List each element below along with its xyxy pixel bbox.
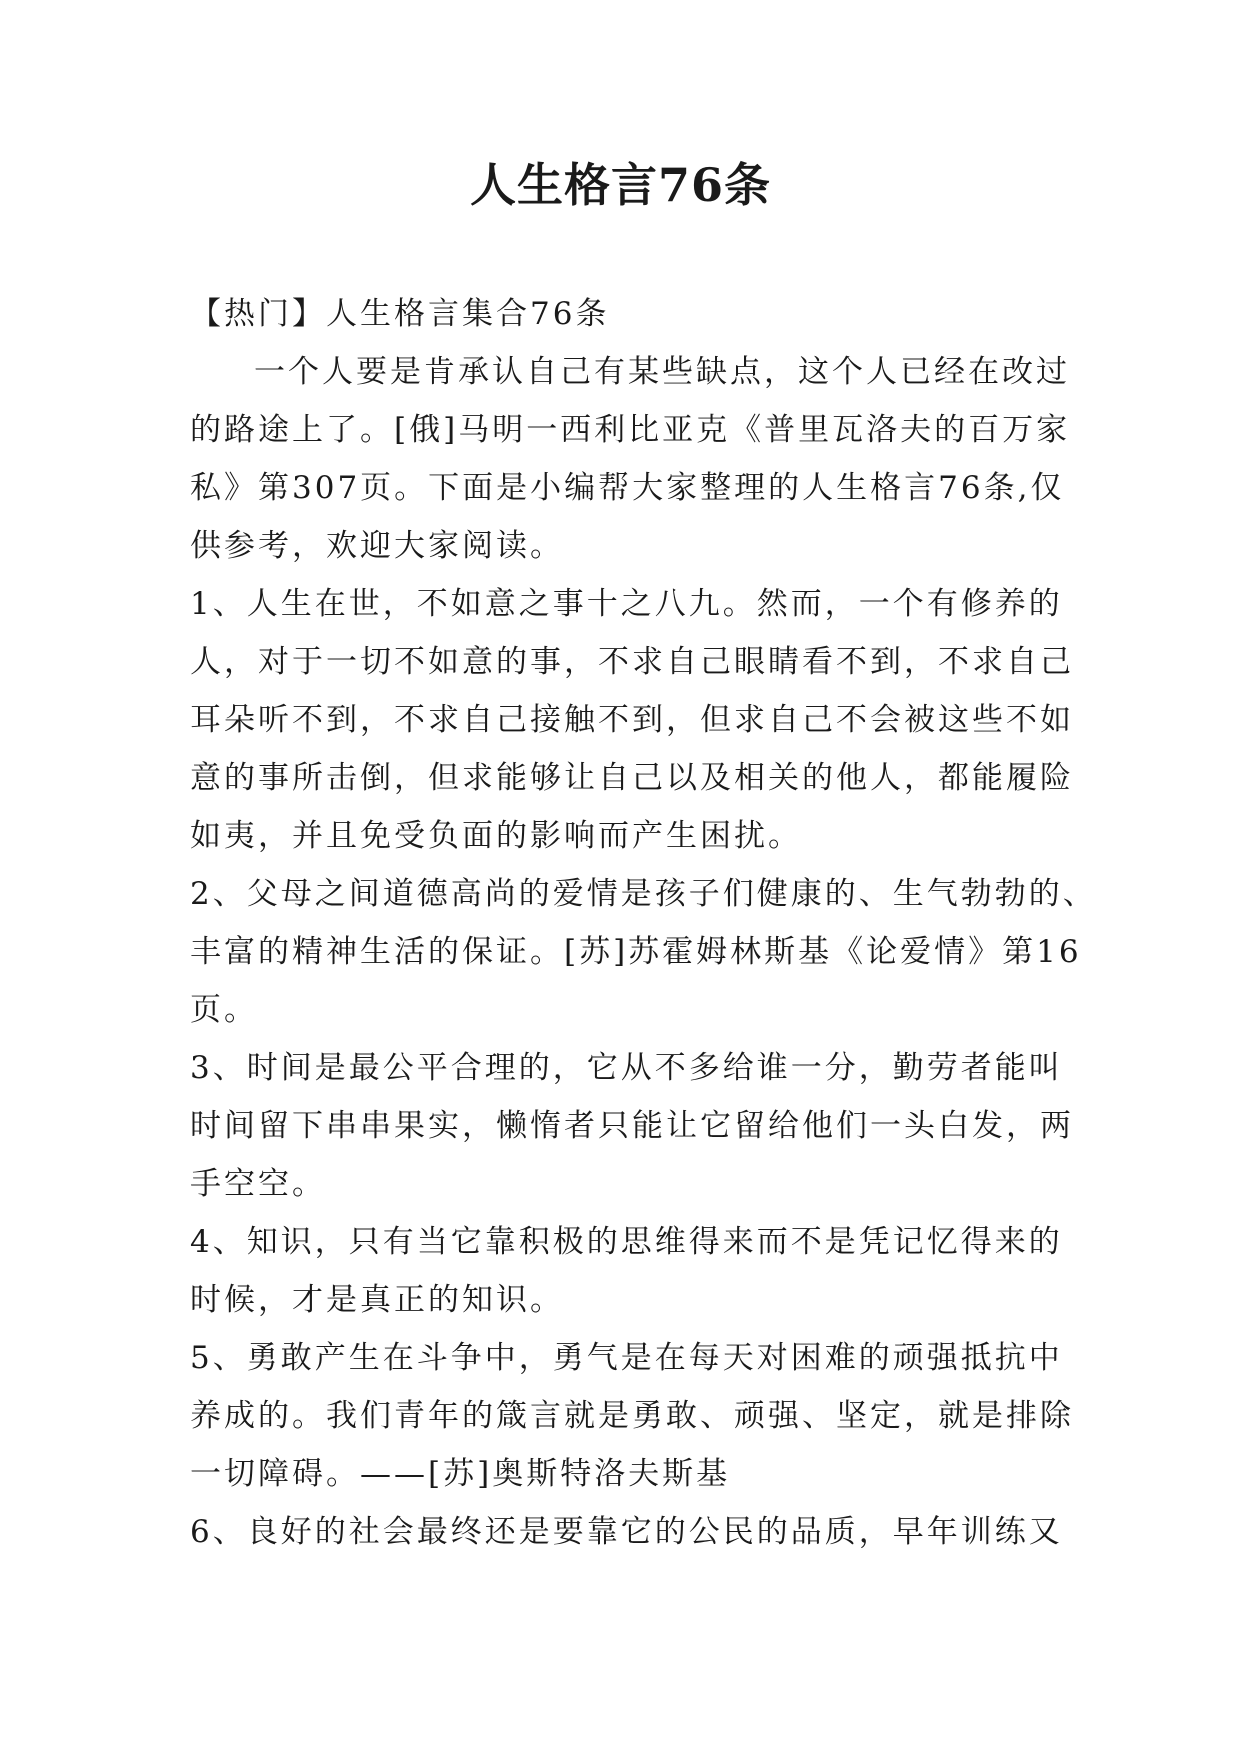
text-line-5: 供参考，欢迎大家阅读。: [190, 528, 564, 564]
text-line-15: 时间留下串串果实，懒惰者只能让它留给他们一头白发，两: [190, 1108, 1074, 1144]
text-line-14: 3、时间是最公平合理的，它从不多给谁一分，勤劳者能叫: [190, 1050, 1063, 1086]
text-line-16: 手空空。: [190, 1166, 326, 1202]
text-line-6: 1、人生在世，不如意之事十之八九。然而，一个有修养的: [190, 586, 1063, 622]
document-body: [190, 285, 1097, 1561]
text-line-13: 页。: [190, 992, 258, 1028]
text-line-1: 【热门】人生格言集合76条: [190, 296, 610, 332]
text-line-10: 如夷，并且免受负面的影响而产生困扰。: [190, 818, 802, 854]
text-line-2: 一个人要是肯承认自己有某些缺点，这个人已经在改过: [254, 354, 1070, 390]
text-line-4: 私》第307页。下面是小编帮大家整理的人生格言76条,仅: [190, 470, 1065, 506]
text-line-22: 6、良好的社会最终还是要靠它的公民的品质，早年训练又: [190, 1514, 1063, 1550]
text-line-3: 的路途上了。[俄]马明一西利比亚克《普里瓦洛夫的百万家: [190, 412, 1071, 448]
text-line-20: 养成的。我们青年的箴言就是勇敢、顽强、坚定，就是排除: [190, 1398, 1074, 1434]
document-title: 人生格言76条: [469, 158, 771, 212]
text-line-12: 丰富的精神生活的保证。[苏]苏霍姆林斯基《论爱情》第16: [190, 934, 1082, 970]
text-line-9: 意的事所击倒，但求能够让自己以及相关的他人，都能履险: [190, 760, 1074, 796]
text-line-7: 人，对于一切不如意的事，不求自己眼睛看不到，不求自己: [190, 644, 1074, 680]
text-line-19: 5、勇敢产生在斗争中，勇气是在每天对困难的顽强抵抗中: [190, 1340, 1063, 1376]
text-line-8: 耳朵听不到，不求自己接触不到，但求自己不会被这些不如: [190, 702, 1074, 738]
text-line-18: 时候，才是真正的知识。: [190, 1282, 564, 1318]
text-line-17: 4、知识，只有当它靠积极的思维得来而不是凭记忆得来的: [190, 1224, 1063, 1260]
text-line-11: 2、父母之间道德高尚的爱情是孩子们健康的、生气勃勃的、: [190, 876, 1097, 912]
text-line-21: 一切障碍。——[苏]奥斯特洛夫斯基: [190, 1456, 731, 1492]
